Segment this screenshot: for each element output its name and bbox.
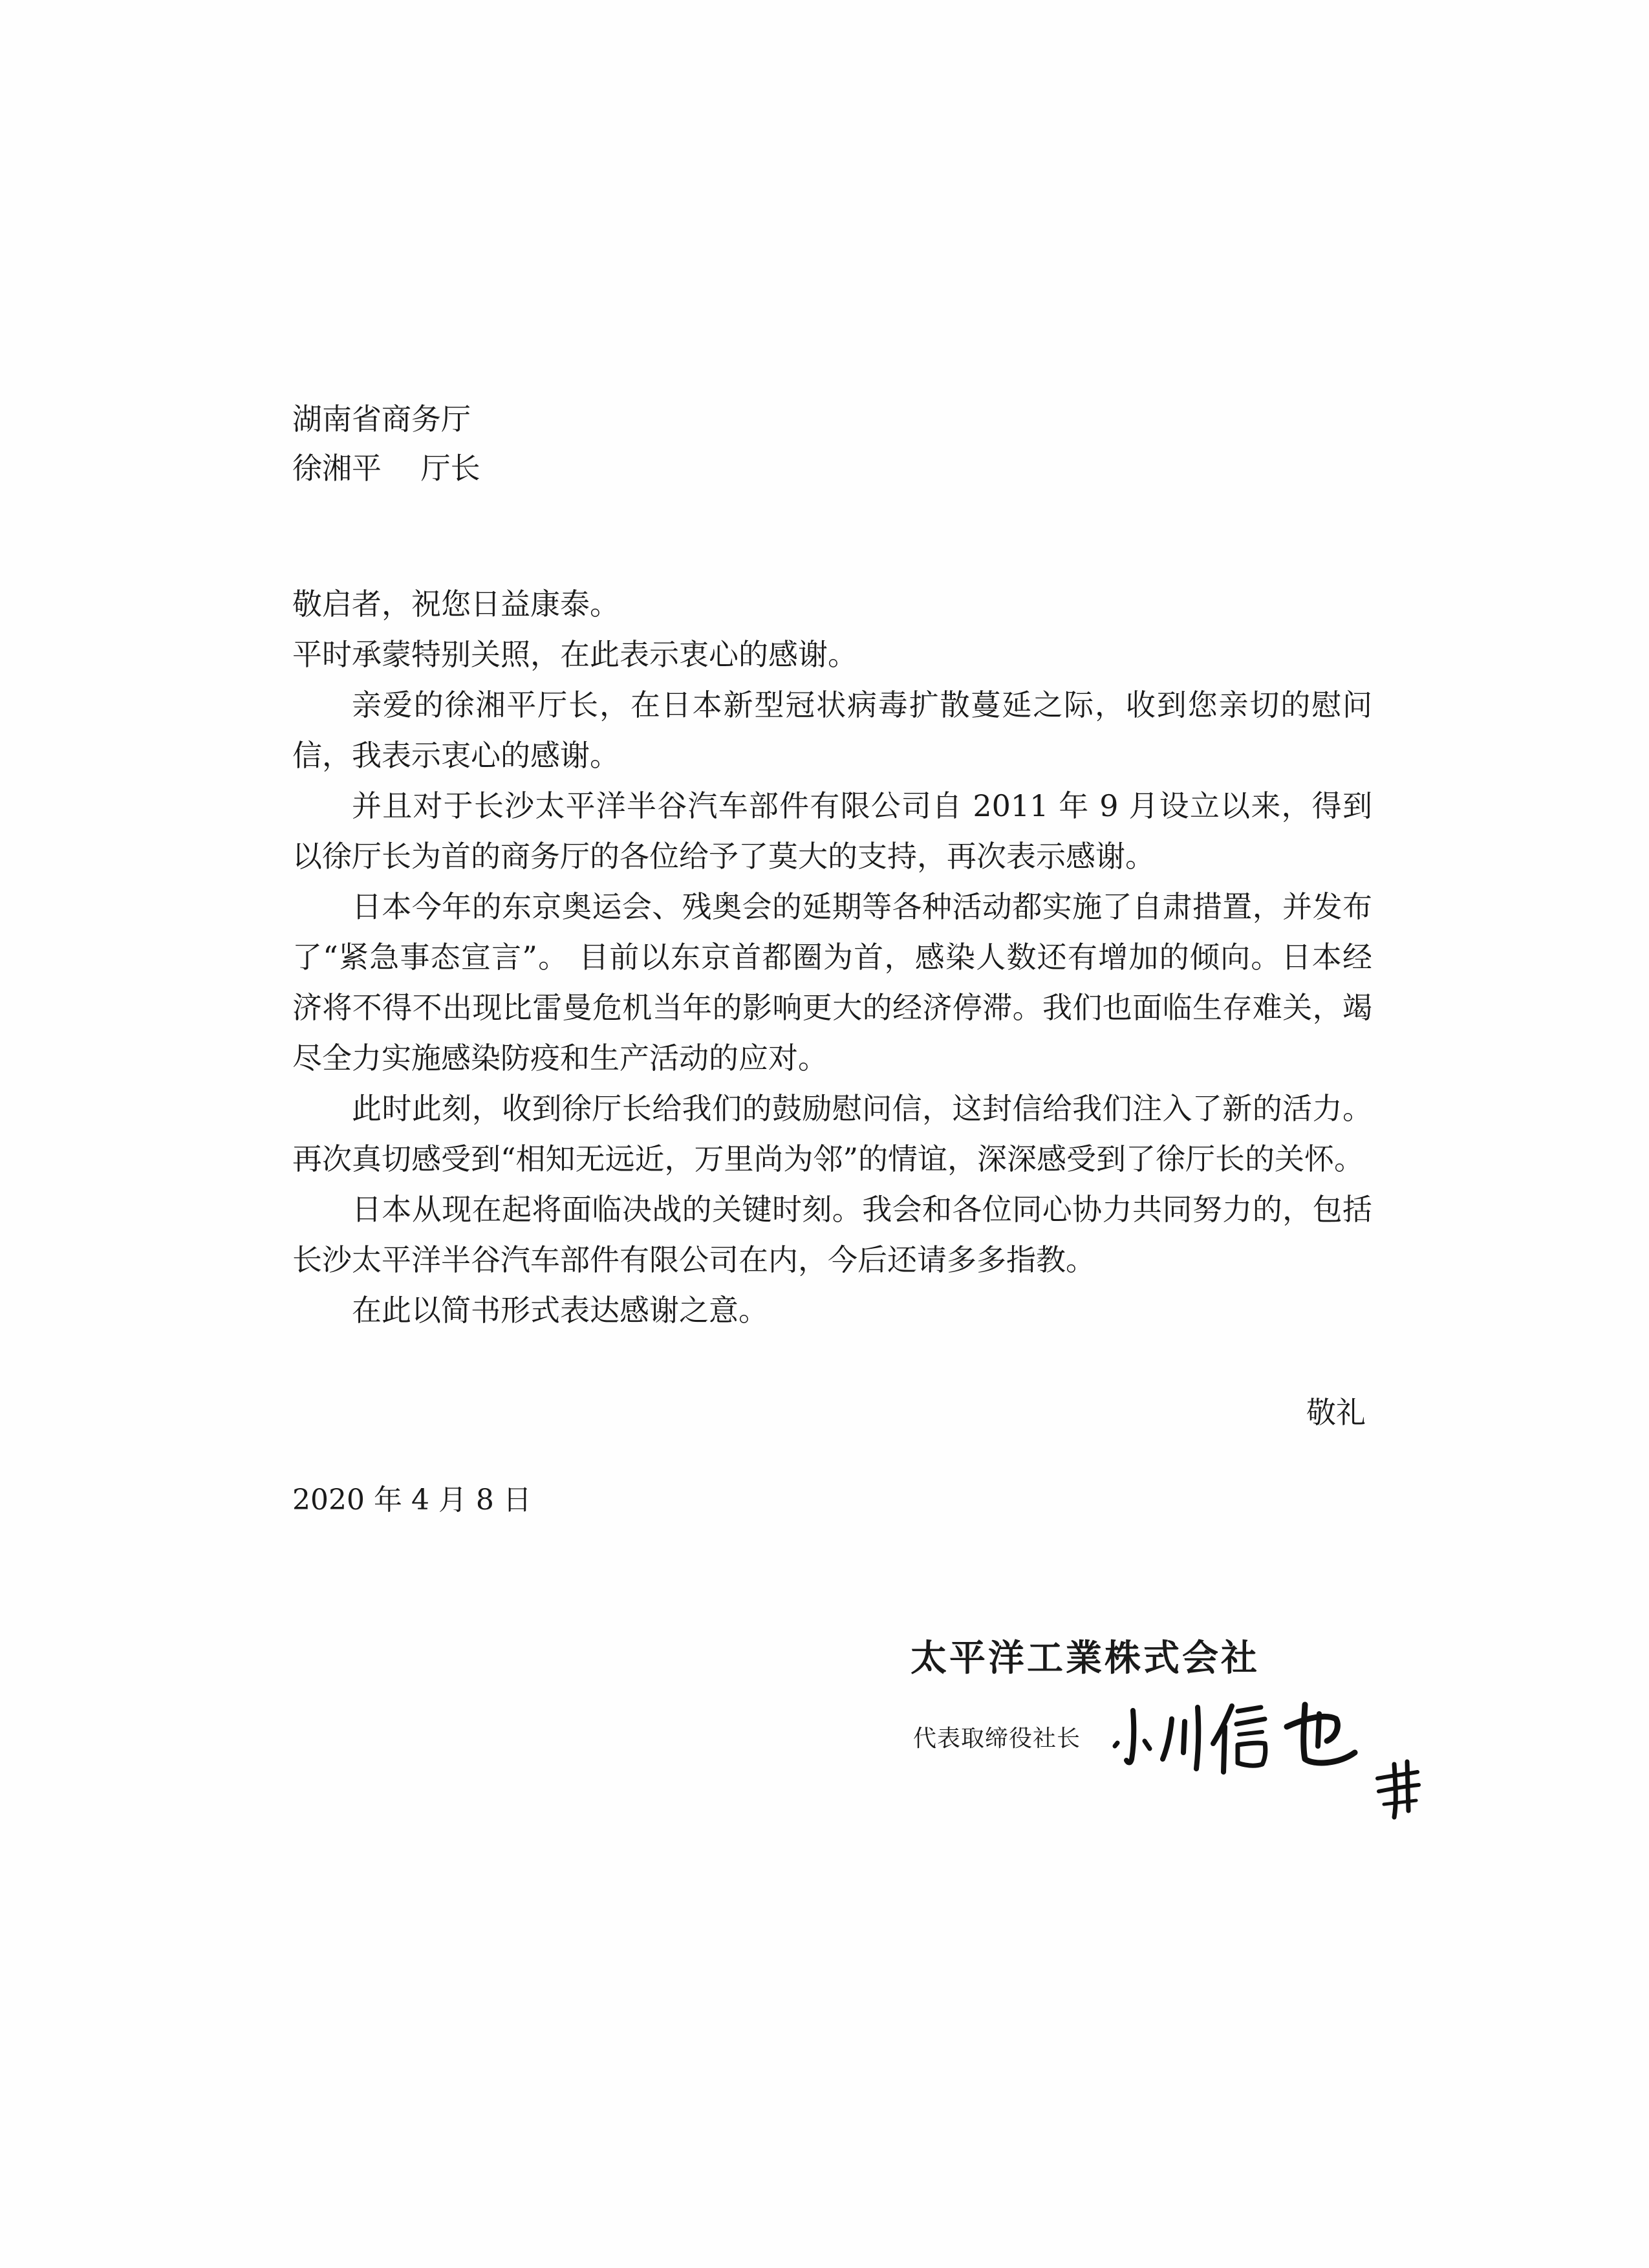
handwritten-signature — [1099, 1681, 1436, 1824]
body-paragraph: 在此以简书形式表达感谢之意。 — [352, 1293, 768, 1328]
body-paragraph: 此时此刻，收到徐厅长给我们的鼓励慰问信，这封信给我们注入了新的活力。再次真切感受到“相知无远近，万里尚为邻”的情谊，深深感受到了徐厅长的关怀。 — [292, 1091, 1372, 1176]
company-name: 太平洋工業株式会社 — [911, 1637, 1260, 1679]
addressee-block — [292, 394, 480, 493]
letter-body — [292, 579, 1372, 1335]
closing-salutation: 敬礼 — [1306, 1395, 1366, 1430]
body-paragraph: 敬启者，祝您日益康泰。 — [292, 587, 620, 621]
body-paragraph: 日本从现在起将面临决战的关键时刻。我会和各位同心协力共同努力的，包括长沙太平洋半谷汽车部件有限公司在内，今后还请多多指教。 — [292, 1192, 1372, 1277]
body-paragraph: 并且对于长沙太平洋半谷汽车部件有限公司自 2011 年 9 月设立以来，得到以徐厅长为首的商务厅的各位给予了莫大的支持，再次表示感谢。 — [292, 788, 1372, 874]
body-paragraph: 平时承蒙特别关照，在此表示衷心的感谢。 — [292, 637, 857, 672]
addressee-organization: 湖南省商务厅 — [292, 402, 471, 437]
representative-title: 代表取缔役社长 — [913, 1725, 1081, 1752]
body-paragraph: 日本今年的东京奥运会、残奥会的延期等各种活动都实施了自肃措置，并发布了“紧急事态宣言”。 目前以东京首都圈为首，感染人数还有增加的倾向。日本经济将不得不出现比雷曼危机当年的影响更大的经济停滞。我们也面临生存难关，竭尽全力实施感染防疫和生产活动的应对。 — [292, 889, 1372, 1075]
body-paragraph: 亲爱的徐湘平厅长，在日本新型冠状病毒扩散蔓延之际，收到您亲切的慰问信，我表示衷心的感谢。 — [292, 687, 1372, 773]
letter-date: 2020 年 4 月 8 日 — [292, 1484, 532, 1517]
addressee-person: 徐湘平 厅长 — [292, 451, 480, 486]
